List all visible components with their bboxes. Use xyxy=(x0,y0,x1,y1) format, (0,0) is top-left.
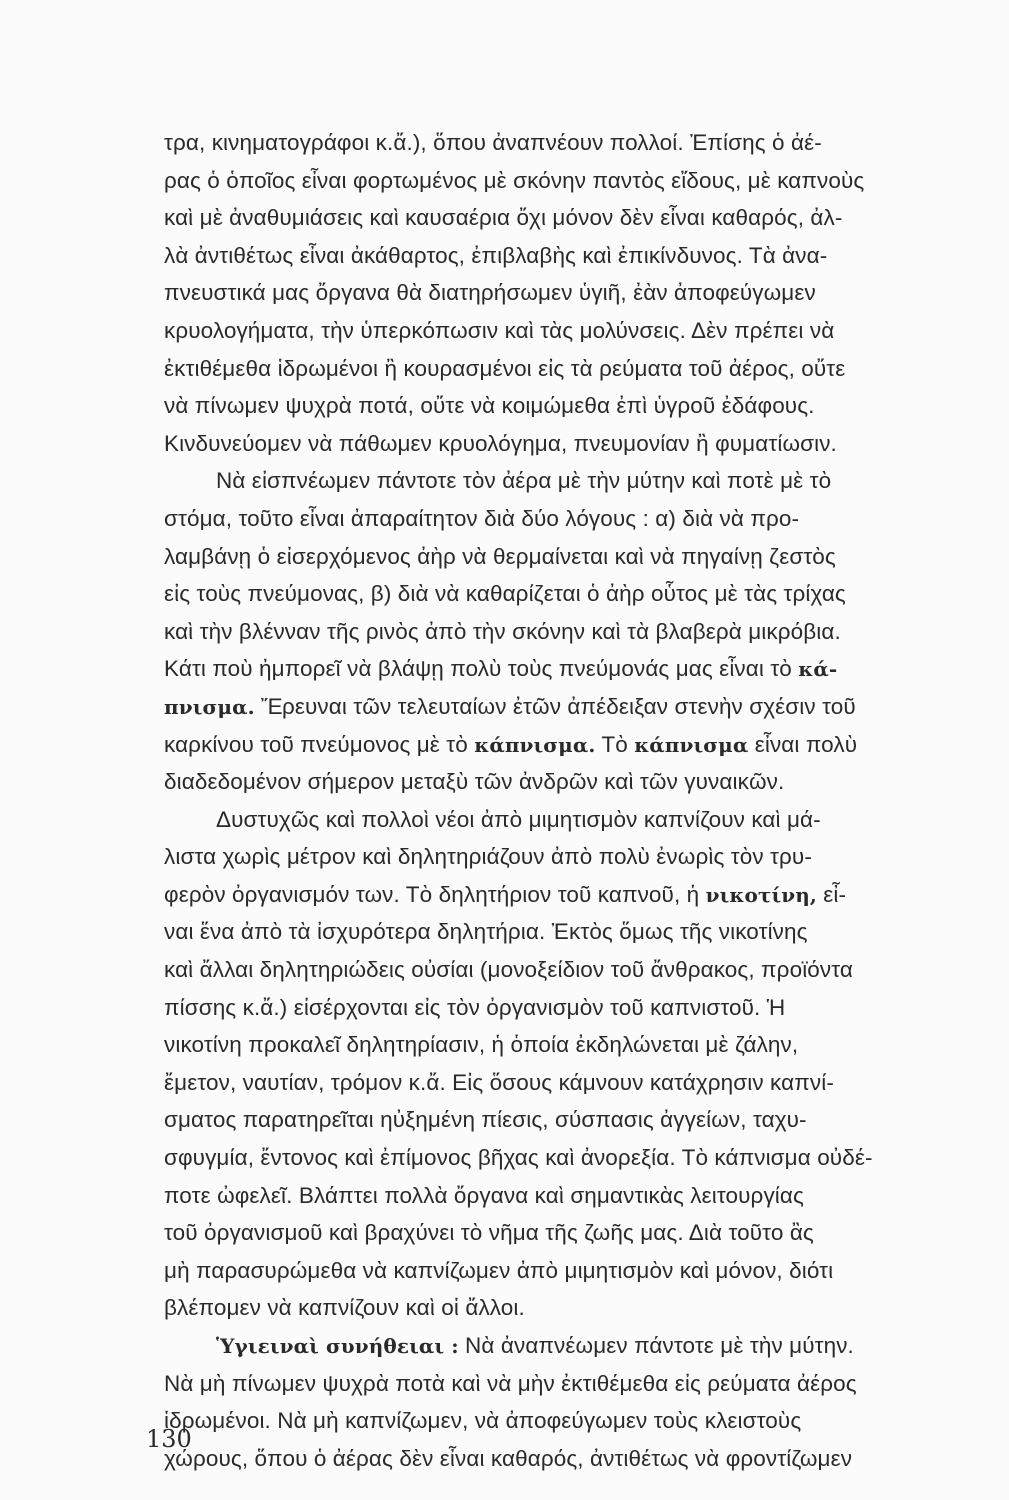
text-run: πίσσης κ.ἄ.) εἰσέρχονται εἰς τὸν ὀργανισμὸν τοῦ καπνιστοῦ. Ἡ xyxy=(164,994,786,1020)
text-line xyxy=(164,1026,1004,1064)
text-line xyxy=(164,575,1004,613)
text-run: λαμβάνῃ ὁ εἰσερχόμενος ἀὴρ νὰ θερμαίνεται καὶ νὰ πηγαίνῃ ζεστὸς xyxy=(164,543,836,569)
text-line xyxy=(164,199,1004,237)
text-line xyxy=(164,500,1004,538)
text-run: καὶ μὲ ἀναθυμιάσεις καὶ καυσαέρια ὄχι μόνον δὲν εἶναι καθαρός, ἀλ- xyxy=(164,205,843,231)
text-line xyxy=(164,726,1004,764)
text-run: τοῦ ὀργανισμοῦ καὶ βραχύνει τὸ νῆμα τῆς ζωῆς μας. Διὰ τοῦτο ἂς xyxy=(164,1220,814,1246)
text-run: ἔμετον, ναυτίαν, τρόμον κ.ἄ. Εἰς ὅσους κάμνουν κατάχρησιν καπνί- xyxy=(164,1069,834,1095)
text-run: εἶ- xyxy=(816,881,847,907)
text-run: εἶναι πολὺ xyxy=(748,731,858,757)
text-run: φερὸν ὀργανισμόν των. Τὸ δηλητήριον τοῦ καπνοῦ, ἡ xyxy=(164,881,706,907)
text-run: διαδεδομένον σήμερον μεταξὺ τῶν ἀνδρῶν καὶ τῶν γυναικῶν. xyxy=(164,769,785,795)
text-run: νὰ πίνωμεν ψυχρὰ ποτά, οὔτε νὰ κοιμώμεθα ἐπὶ ὑγροῦ ἐδάφους. xyxy=(164,393,815,419)
text-line xyxy=(164,462,1004,500)
emphasized-term: Ὑγιειναὶ συνήθειαι : xyxy=(216,1334,459,1358)
text-run: σφυγμία, ἔντονος καὶ ἐπίμονος βῆχας καὶ ἀνορεξία. Τὸ κάπνισμα οὐδέ- xyxy=(164,1145,873,1171)
body-text xyxy=(164,124,1004,1477)
text-run: χώρους, ὅπου ὁ ἀέρας δὲν εἶναι καθαρός, ἀντιθέτως νὰ φροντίζωμεν xyxy=(164,1445,853,1471)
text-run: ναι ἕνα ἀπὸ τὰ ἰσχυρότερα δηλητήρια. Ἐκτὸς ὅμως τῆς νικοτίνης xyxy=(164,919,808,945)
text-run: ρας ὁ ὁποῖος εἶναι φορτωμένος μὲ σκόνην παντὸς εἴδους, μὲ καπνοὺς xyxy=(164,167,865,193)
text-line xyxy=(164,1402,1004,1440)
emphasized-term: κά- xyxy=(798,657,838,682)
text-line xyxy=(164,1365,1004,1403)
text-line xyxy=(164,124,1004,162)
text-line xyxy=(164,951,1004,989)
text-line xyxy=(164,913,1004,951)
emphasized-term: κάπνισμα. xyxy=(474,732,596,757)
text-run: στόμα, τοῦτο εἶναι ἀπαραίτητον διὰ δύο λόγους : α) διὰ νὰ προ- xyxy=(164,505,800,531)
text-line xyxy=(164,274,1004,312)
text-run: Νὰ μὴ πίνωμεν ψυχρὰ ποτὰ καὶ νὰ μὴν ἐκτιθέμεθα εἰς ρεύματα ἀέρος xyxy=(164,1370,857,1396)
text-run: κρυολογήματα, τὴν ὑπερκόπωσιν καὶ τὰς μολύνσεις. Δὲν πρέπει νὰ xyxy=(164,317,835,343)
text-line xyxy=(164,1440,1004,1478)
text-line xyxy=(164,538,1004,576)
page-number: 130 xyxy=(146,1425,192,1453)
text-run: εἰς τοὺς πνεύμονας, β) διὰ νὰ καθαρίζεται ὁ ἀὴρ οὗτος μὲ τὰς τρίχας xyxy=(164,581,846,607)
text-run: λὰ ἀντιθέτως εἶναι ἀκάθαρτος, ἐπιβλαβὴς καὶ ἐπικίνδυνος. Τὰ ἀνα- xyxy=(164,242,828,268)
text-run: Ἔρευναι τῶν τελευταίων ἐτῶν ἀπέδειξαν στενὴν σχέσιν τοῦ xyxy=(254,693,856,719)
text-line xyxy=(164,387,1004,425)
emphasized-term: κάπνισμα xyxy=(634,732,749,757)
text-line xyxy=(164,1252,1004,1290)
text-run: βλέπομεν νὰ καπνίζουν καὶ οἱ ἄλλοι. xyxy=(164,1295,525,1321)
text-run: Δυστυχῶς καὶ πολλοὶ νέοι ἀπὸ μιμητισμὸν καπνίζουν καὶ μά- xyxy=(216,806,821,832)
text-run: σματος παρατηρεῖται ηὐξημένη πίεσις, σύσπασις ἀγγείων, ταχυ- xyxy=(164,1107,807,1133)
text-line xyxy=(164,1101,1004,1139)
text-run: Κινδυνεύομεν νὰ πάθωμεν κρυολόγημα, πνευμονίαν ἢ φυματίωσιν. xyxy=(164,430,837,456)
text-run: τρα, κινηματογράφοι κ.ἄ.), ὅπου ἀναπνέουν πολλοί. Ἐπίσης ὁ ἀέ- xyxy=(164,130,822,155)
text-line xyxy=(164,1139,1004,1177)
text-run: λιστα χωρὶς μέτρον καὶ δηλητηριάζουν ἀπὸ πολὺ ἐνωρὶς τὸν τρυ- xyxy=(164,844,812,870)
text-line xyxy=(164,989,1004,1027)
text-line xyxy=(164,801,1004,839)
text-run: καρκίνου τοῦ πνεύμονος μὲ τὸ xyxy=(164,731,475,757)
text-run: νικοτίνη προκαλεῖ δηλητηρίασιν, ἡ ὁποία ἐκδηλώνεται μὲ ζάλην, xyxy=(164,1032,799,1058)
text-run: καὶ ἄλλαι δηλητηριώδεις οὐσίαι (μονοξείδιον τοῦ ἄνθρακος, προϊόντα xyxy=(164,957,854,983)
text-line xyxy=(164,1327,1004,1365)
emphasized-term: νικοτίνη, xyxy=(705,882,817,907)
text-line xyxy=(164,350,1004,388)
text-line xyxy=(164,838,1004,876)
text-run: ἐκτιθέμεθα ἱδρωμένοι ἢ κουρασμένοι εἰς τὰ ρεύματα τοῦ ἀέρος, οὔτε xyxy=(164,355,846,381)
text-line xyxy=(164,1289,1004,1327)
text-run: Νὰ ἀναπνέωμεν πάντοτε μὲ τὴν μύτην. xyxy=(458,1333,854,1358)
emphasized-term: πνισμα. xyxy=(164,694,255,719)
text-line xyxy=(164,237,1004,275)
text-line xyxy=(164,425,1004,463)
text-run: μὴ παρασυρώμεθα νὰ καπνίζωμεν ἀπὸ μιμητισμὸν καὶ μόνον, διότι xyxy=(164,1257,834,1283)
text-line xyxy=(164,688,1004,726)
text-line xyxy=(164,162,1004,200)
text-run: ποτε ὠφελεῖ. Βλάπτει πολλὰ ὄργανα καὶ σημαντικὰς λειτουργίας xyxy=(164,1182,804,1208)
text-run: ἱδρωμένοι. Νὰ μὴ καπνίζωμεν, νὰ ἀποφεύγωμεν τοὺς κλειστοὺς xyxy=(164,1408,802,1434)
text-line xyxy=(164,312,1004,350)
text-run: Νὰ εἰσπνέωμεν πάντοτε τὸν ἀέρα μὲ τὴν μύτην καὶ ποτὲ μὲ τὸ xyxy=(216,468,832,494)
text-line xyxy=(164,1064,1004,1102)
text-run: Κάτι ποὺ ἠμπορεῖ νὰ βλάψῃ πολὺ τοὺς πνεύμονάς μας εἶναι τὸ xyxy=(164,656,799,682)
text-line xyxy=(164,763,1004,801)
text-line xyxy=(164,876,1004,914)
text-run: πνευστικά μας ὄργανα θὰ διατηρήσωμεν ὑγιῆ, ἐὰν ἀποφεύγωμεν xyxy=(164,280,816,306)
text-line xyxy=(164,1177,1004,1215)
text-run: Τὸ xyxy=(595,731,635,757)
text-line xyxy=(164,1214,1004,1252)
text-line xyxy=(164,650,1004,688)
text-run: καὶ τὴν βλένναν τῆς ρινὸς ἀπὸ τὴν σκόνην καὶ τὰ βλαβερὰ μικρόβια. xyxy=(164,618,841,644)
text-line xyxy=(164,613,1004,651)
